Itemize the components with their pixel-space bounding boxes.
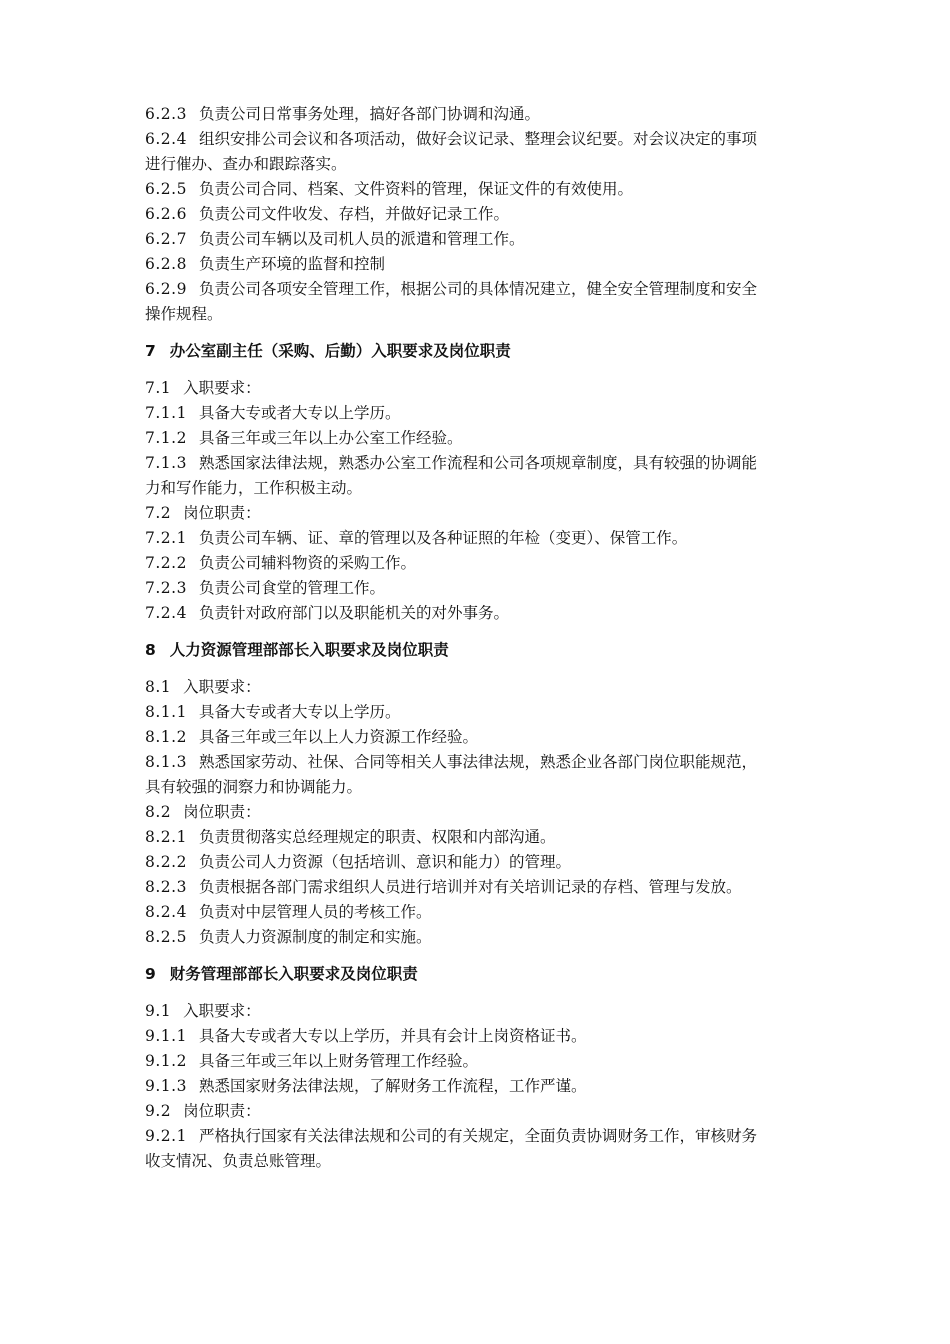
clause-6-2-6: 6.2.6 负责公司文件收发、存档，并做好记录工作。	[145, 205, 509, 223]
clause-9-2: 9.2 岗位职责：	[145, 1102, 261, 1120]
clause-9-1-3: 9.1.3 熟悉国家财务法律法规，了解财务工作流程，工作严谨。	[145, 1077, 587, 1095]
clause-6-2-9: 6.2.9 负责公司各项安全管理工作，根据公司的具体情况建立，健全安全管理制度和安全	[145, 280, 757, 298]
clause-8-1-2: 8.1.2 具备三年或三年以上人力资源工作经验。	[145, 728, 478, 746]
clause-8-1-3-continued: 具有较强的洞察力和协调能力。	[145, 778, 363, 796]
clause-8-2-1: 8.2.1 负责贯彻落实总经理规定的职责、权限和内部沟通。	[145, 828, 556, 846]
section-9-heading: 9 财务管理部部长入职要求及岗位职责	[145, 965, 418, 983]
clause-9-1: 9.1 入职要求：	[145, 1002, 261, 1020]
clause-8-2-3: 8.2.3 负责根据各部门需求组织人员进行培训并对有关培训记录的存档、管理与发放。	[145, 878, 742, 896]
clause-9-1-2: 9.1.2 具备三年或三年以上财务管理工作经验。	[145, 1052, 478, 1070]
clause-8-2: 8.2 岗位职责：	[145, 803, 261, 821]
clause-7-1-3: 7.1.3 熟悉国家法律法规，熟悉办公室工作流程和公司各项规章制度，具有较强的协调能	[145, 454, 757, 472]
clause-6-2-3: 6.2.3 负责公司日常事务处理，搞好各部门协调和沟通。	[145, 105, 540, 123]
clause-8-1-3: 8.1.3 熟悉国家劳动、社保、合同等相关人事法律法规，熟悉企业各部门岗位职能规范，	[145, 753, 757, 771]
clause-6-2-7: 6.2.7 负责公司车辆以及司机人员的派遣和管理工作。	[145, 230, 525, 248]
clause-6-2-8: 6.2.8 负责生产环境的监督和控制	[145, 255, 385, 273]
clause-9-2-1: 9.2.1 严格执行国家有关法律法规和公司的有关规定，全面负责协调财务工作，审核财务	[145, 1127, 757, 1145]
clause-7-1: 7.1 入职要求：	[145, 379, 261, 397]
clause-8-2-5: 8.2.5 负责人力资源制度的制定和实施。	[145, 928, 432, 946]
clause-7-2-1: 7.2.1 负责公司车辆、证、章的管理以及各种证照的年检（变更）、保管工作。	[145, 529, 688, 547]
clause-7-2-2: 7.2.2 负责公司辅料物资的采购工作。	[145, 554, 416, 572]
clause-7-2-3: 7.2.3 负责公司食堂的管理工作。	[145, 579, 385, 597]
clause-6-2-5: 6.2.5 负责公司合同、档案、文件资料的管理，保证文件的有效使用。	[145, 180, 633, 198]
section-7-heading: 7 办公室副主任（采购、后勤）入职要求及岗位职责	[145, 342, 511, 360]
clause-7-1-3-continued: 力和写作能力，工作积极主动。	[145, 479, 363, 497]
clause-7-1-2: 7.1.2 具备三年或三年以上办公室工作经验。	[145, 429, 463, 447]
clause-9-2-1-continued: 收支情况、负责总账管理。	[145, 1152, 332, 1170]
clause-6-2-9-continued: 操作规程。	[145, 305, 223, 323]
clause-8-2-4: 8.2.4 负责对中层管理人员的考核工作。	[145, 903, 432, 921]
clause-9-1-1: 9.1.1 具备大专或者大专以上学历，并具有会计上岗资格证书。	[145, 1027, 587, 1045]
clause-7-2: 7.2 岗位职责：	[145, 504, 261, 522]
clause-6-2-4: 6.2.4 组织安排公司会议和各项活动，做好会议记录、整理会议纪要。对会议决定的事项	[145, 130, 757, 148]
section-8-heading: 8 人力资源管理部部长入职要求及岗位职责	[145, 641, 449, 659]
clause-8-1: 8.1 入职要求：	[145, 678, 261, 696]
clause-6-2-4-continued: 进行催办、查办和跟踪落实。	[145, 155, 347, 173]
clause-7-1-1: 7.1.1 具备大专或者大专以上学历。	[145, 404, 401, 422]
clause-8-2-2: 8.2.2 负责公司人力资源（包括培训、意识和能力）的管理。	[145, 853, 571, 871]
clause-7-2-4: 7.2.4 负责针对政府部门以及职能机关的对外事务。	[145, 604, 509, 622]
clause-8-1-1: 8.1.1 具备大专或者大专以上学历。	[145, 703, 401, 721]
